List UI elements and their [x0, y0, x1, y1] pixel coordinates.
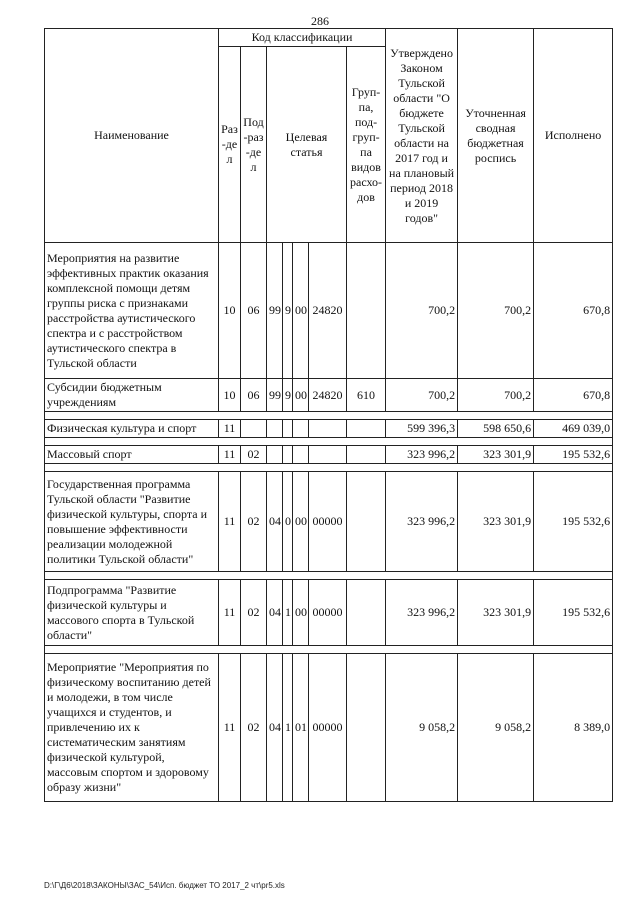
header-code-group: Код классификации [219, 29, 386, 47]
row-target-program [267, 446, 283, 464]
row-razdel: 11 [219, 446, 241, 464]
row-target-event: 00 [293, 580, 309, 646]
header-target: Целевая статья [267, 47, 347, 243]
row-executed: 670,8 [534, 243, 613, 379]
row-approved: 700,2 [386, 243, 458, 379]
row-razdel: 11 [219, 472, 241, 572]
row-podrazdel: 02 [241, 580, 267, 646]
row-name: Государственная программа Тульской области "Развитие физической культуры, спорта и повышение эффективности реализации молодежной политики Тульской области" [45, 472, 219, 572]
row-target-program [267, 420, 283, 438]
row-target-program: 99 [267, 379, 283, 412]
row-refined: 598 650,6 [458, 420, 534, 438]
row-executed: 8 389,0 [534, 654, 613, 802]
row-separator [45, 464, 613, 472]
row-name: Мероприятие "Мероприятия по физическому воспитанию детей и молодежи, в том числе учащихся и студентов, и привлечению их к систематическим занятиям физической культурой, массовым спортом и здоровому образу жизни" [45, 654, 219, 802]
row-target-event: 00 [293, 243, 309, 379]
row-separator [45, 412, 613, 420]
header-name: Наименование [45, 29, 219, 243]
row-podrazdel [241, 420, 267, 438]
row-vid: 610 [347, 379, 386, 412]
row-razdel: 10 [219, 379, 241, 412]
row-approved: 323 996,2 [386, 446, 458, 464]
row-target-direction [309, 420, 347, 438]
row-target-program: 04 [267, 472, 283, 572]
row-separator [45, 438, 613, 446]
row-target-event [293, 446, 309, 464]
row-target-program: 99 [267, 243, 283, 379]
row-target-direction [309, 446, 347, 464]
row-target-program: 04 [267, 580, 283, 646]
row-executed: 670,8 [534, 379, 613, 412]
row-approved: 9 058,2 [386, 654, 458, 802]
row-vid [347, 420, 386, 438]
row-target-event [293, 420, 309, 438]
row-executed: 469 039,0 [534, 420, 613, 438]
row-target-direction: 24820 [309, 379, 347, 412]
row-target-subprogram: 1 [283, 654, 293, 802]
row-executed: 195 532,6 [534, 446, 613, 464]
row-refined: 323 301,9 [458, 580, 534, 646]
row-target-direction: 00000 [309, 580, 347, 646]
row-podrazdel: 06 [241, 243, 267, 379]
row-refined: 323 301,9 [458, 446, 534, 464]
row-executed: 195 532,6 [534, 472, 613, 572]
page-number: 286 [311, 14, 329, 28]
row-refined: 700,2 [458, 379, 534, 412]
header-razdel: Раз-дел [219, 47, 241, 243]
row-target-event: 00 [293, 379, 309, 412]
row-refined: 9 058,2 [458, 654, 534, 802]
header-vid: Груп-па, под-груп-па видов расхо-дов [347, 47, 386, 243]
row-podrazdel: 06 [241, 379, 267, 412]
row-name: Массовый спорт [45, 446, 219, 464]
row-vid [347, 580, 386, 646]
row-target-direction: 24820 [309, 243, 347, 379]
row-target-direction: 00000 [309, 654, 347, 802]
row-name: Физическая культура и спорт [45, 420, 219, 438]
row-vid [347, 472, 386, 572]
row-vid [347, 243, 386, 379]
row-target-subprogram: 0 [283, 472, 293, 572]
row-target-event: 00 [293, 472, 309, 572]
row-razdel: 10 [219, 243, 241, 379]
row-target-subprogram [283, 420, 293, 438]
header-podrazdel: Под-раз-дел [241, 47, 267, 243]
row-refined: 700,2 [458, 243, 534, 379]
row-separator [45, 572, 613, 580]
row-vid [347, 654, 386, 802]
row-refined: 323 301,9 [458, 472, 534, 572]
row-razdel: 11 [219, 654, 241, 802]
row-razdel: 11 [219, 420, 241, 438]
row-approved: 323 996,2 [386, 472, 458, 572]
row-name: Мероприятия на развитие эффективных практик оказания комплексной помощи детям группы риска с признаками расстройства аутистического спектра и с расстройством аутистического спектра в Тульской области [45, 243, 219, 379]
row-vid [347, 446, 386, 464]
row-podrazdel: 02 [241, 446, 267, 464]
row-name: Подпрограмма "Развитие физической культуры и массового спорта в Тульской области" [45, 580, 219, 646]
row-target-subprogram: 9 [283, 379, 293, 412]
row-name: Субсидии бюджетным учреждениям [45, 379, 219, 412]
row-target-program: 04 [267, 654, 283, 802]
row-separator [45, 646, 613, 654]
budget-table [44, 28, 613, 802]
row-target-subprogram: 9 [283, 243, 293, 379]
row-approved: 599 396,3 [386, 420, 458, 438]
row-razdel: 11 [219, 580, 241, 646]
row-podrazdel: 02 [241, 472, 267, 572]
row-executed: 195 532,6 [534, 580, 613, 646]
row-target-subprogram [283, 446, 293, 464]
header-approved: Утверждено Законом Тульской области "О бюджете Тульской области на 2017 год и на плановый период 2018 и 2019 годов" [386, 29, 458, 243]
file-path-footer: D:\Г\Д6\2018\ЗАКОНЫ\ЗАС_54\Исп. бюджет ТО 2017_2 чт\pr5.xls [44, 881, 285, 890]
row-podrazdel: 02 [241, 654, 267, 802]
header-executed: Исполнено [534, 29, 613, 243]
row-target-direction: 00000 [309, 472, 347, 572]
row-target-event: 01 [293, 654, 309, 802]
row-target-subprogram: 1 [283, 580, 293, 646]
header-refined: Уточненная сводная бюджетная роспись [458, 29, 534, 243]
row-approved: 323 996,2 [386, 580, 458, 646]
row-approved: 700,2 [386, 379, 458, 412]
